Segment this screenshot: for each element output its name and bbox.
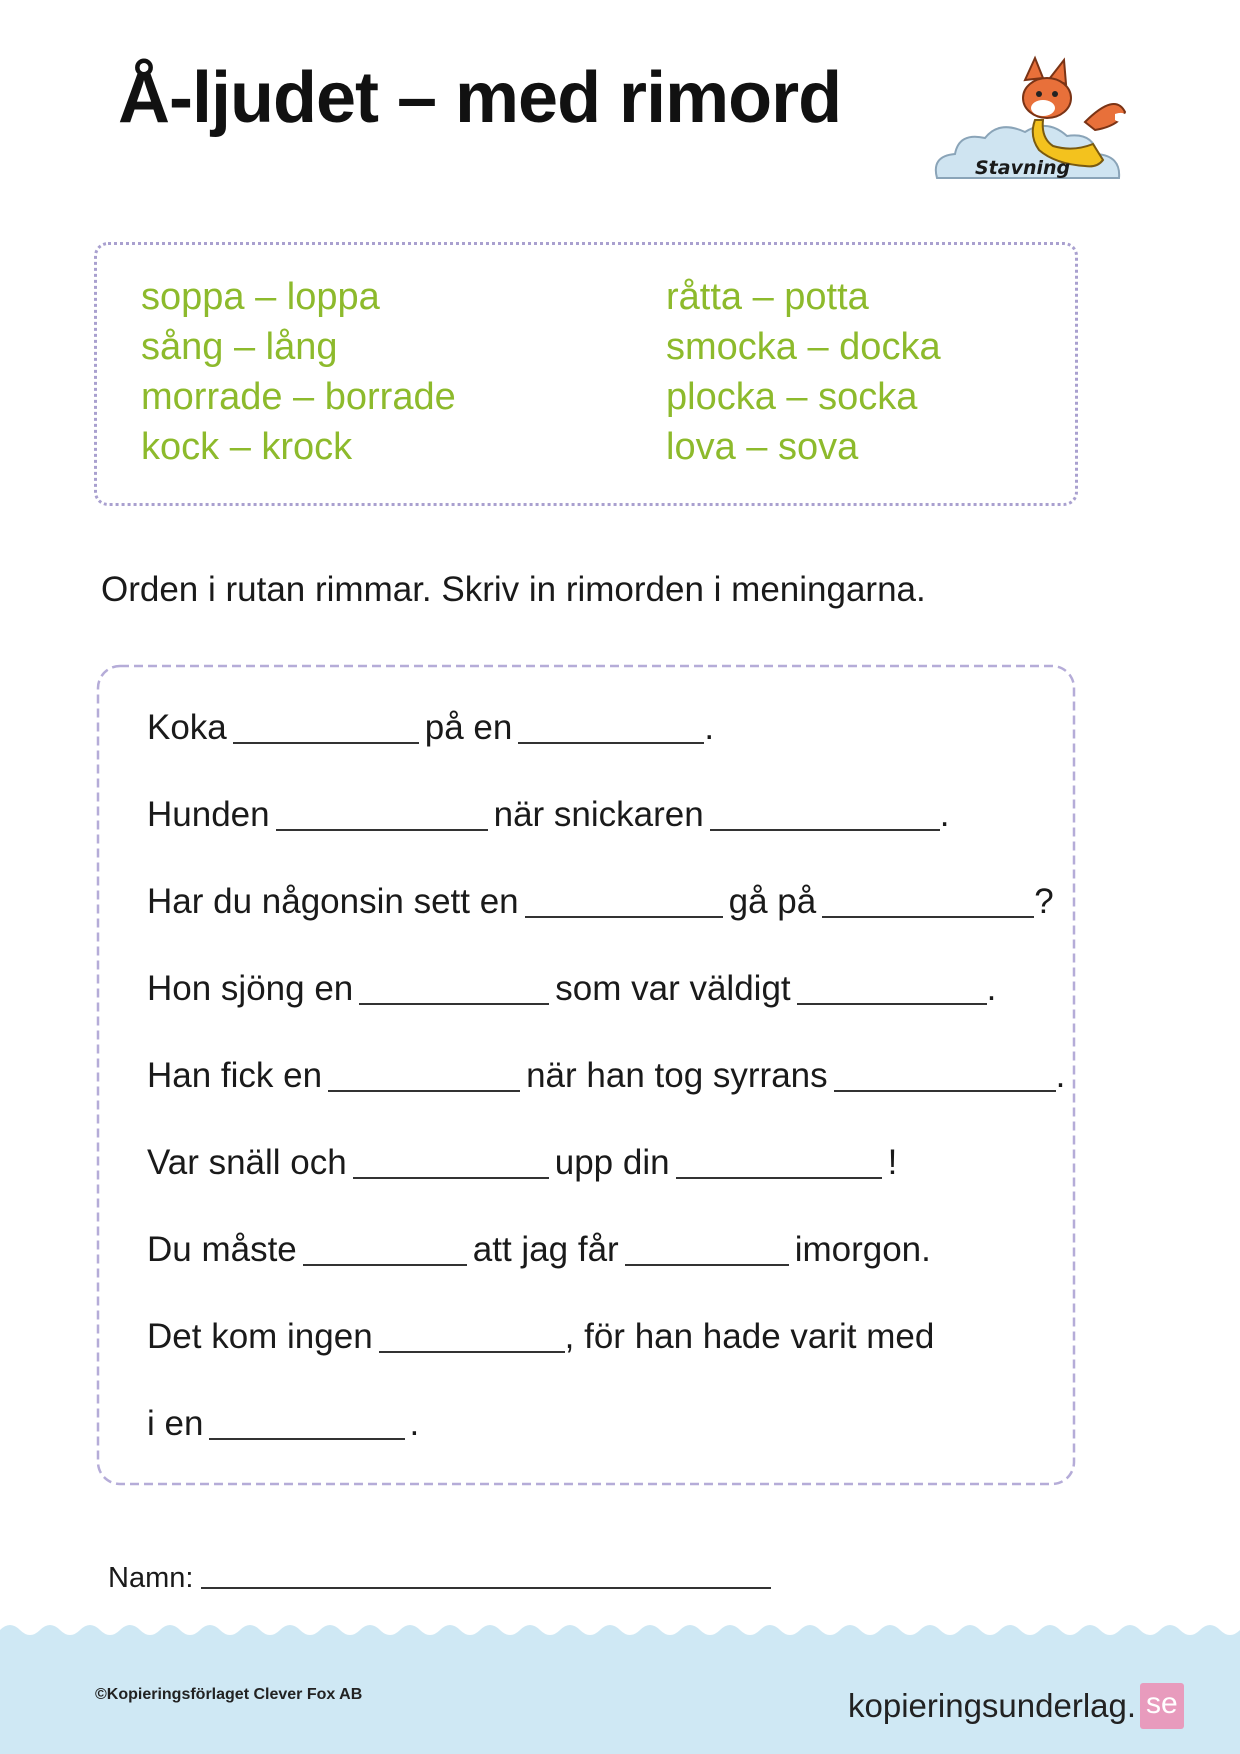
rhyme-pair: plocka – socka [666,376,918,418]
sentence-text: Han fick en [147,1056,323,1095]
brand-name: kopieringsunderlag. [848,1687,1137,1724]
sentence-text: när snickaren [493,795,704,834]
rhyme-pair: lova – sova [666,426,859,468]
sentence-9 [147,1402,419,1446]
sentence-text: på en [424,708,513,747]
rhyme-pair: smocka – docka [666,326,941,368]
sentence-1 [147,706,714,750]
rhyme-pair: morrade – borrade [141,376,456,418]
copyright: ©Kopieringsförlaget Clever Fox AB [95,1686,363,1703]
answer-blank[interactable] [359,973,549,1005]
answer-blank[interactable] [710,799,940,831]
rhyme-pair: kock – krock [141,426,353,468]
sentence-2 [147,793,949,837]
sentence-text: . [986,969,997,1008]
rhyme-pair: råtta – potta [666,276,869,318]
sentence-text: Var snäll och [147,1143,347,1182]
answer-blank[interactable] [797,973,987,1005]
answer-blank[interactable] [353,1147,549,1179]
instruction: Orden i rutan rimmar. Skriv in rimorden i meningarna. [101,570,926,609]
answer-blank[interactable] [676,1147,882,1179]
sentence-text: . [704,708,715,747]
sentence-text: gå på [728,882,817,921]
sentence-8 [147,1315,934,1359]
sentence-text: ? [1034,882,1054,921]
sentence-text: . [1055,1056,1066,1095]
page-title: Å-ljudet – med rimord [118,58,842,138]
sentence-text: när han tog syrrans [526,1056,828,1095]
sentence-5 [147,1054,1065,1098]
sentence-text: Du måste [147,1230,297,1269]
answer-blank[interactable] [518,712,704,744]
badge-label: Stavning [975,157,1071,179]
name-field[interactable] [201,1587,771,1589]
sentence-text: upp din [554,1143,670,1182]
sentence-text: Hunden [147,795,270,834]
sentence-text: som var väldigt [555,969,791,1008]
sentence-text: Koka [147,708,227,747]
name-label: Namn: [108,1562,194,1594]
sentence-text: . [939,795,950,834]
sentence-text: , för han hade varit med [564,1317,935,1356]
answer-blank[interactable] [303,1234,467,1266]
sentence-7 [147,1228,931,1272]
rhyme-list-left [141,272,456,472]
rhyme-pair: sång – lång [141,326,338,368]
brand-suffix-badge: se [1140,1683,1184,1729]
answer-blank[interactable] [276,799,488,831]
sentence-6 [147,1141,897,1185]
rhyme-list-right [666,272,941,472]
sentence-text: i en [147,1404,204,1443]
sentence-text: imorgon. [794,1230,931,1269]
brand-logo [848,1683,1184,1729]
sentence-4 [147,967,996,1011]
answer-blank[interactable] [625,1234,789,1266]
sentence-text: Har du någonsin sett en [147,882,519,921]
name-row [108,1562,771,1595]
answer-blank[interactable] [379,1321,565,1353]
answer-blank[interactable] [328,1060,520,1092]
sentence-3 [147,880,1054,924]
answer-blank[interactable] [822,886,1034,918]
answer-blank[interactable] [525,886,723,918]
answer-blank[interactable] [233,712,419,744]
answer-blank[interactable] [834,1060,1056,1092]
sentence-text: Det kom ingen [147,1317,373,1356]
sentence-text: ! [887,1143,898,1182]
sentence-text: att jag får [472,1230,619,1269]
sentence-text: Hon sjöng en [147,969,354,1008]
answer-blank[interactable] [209,1408,405,1440]
sentence-text: . [409,1404,420,1443]
rhyme-pair: soppa – loppa [141,276,380,318]
